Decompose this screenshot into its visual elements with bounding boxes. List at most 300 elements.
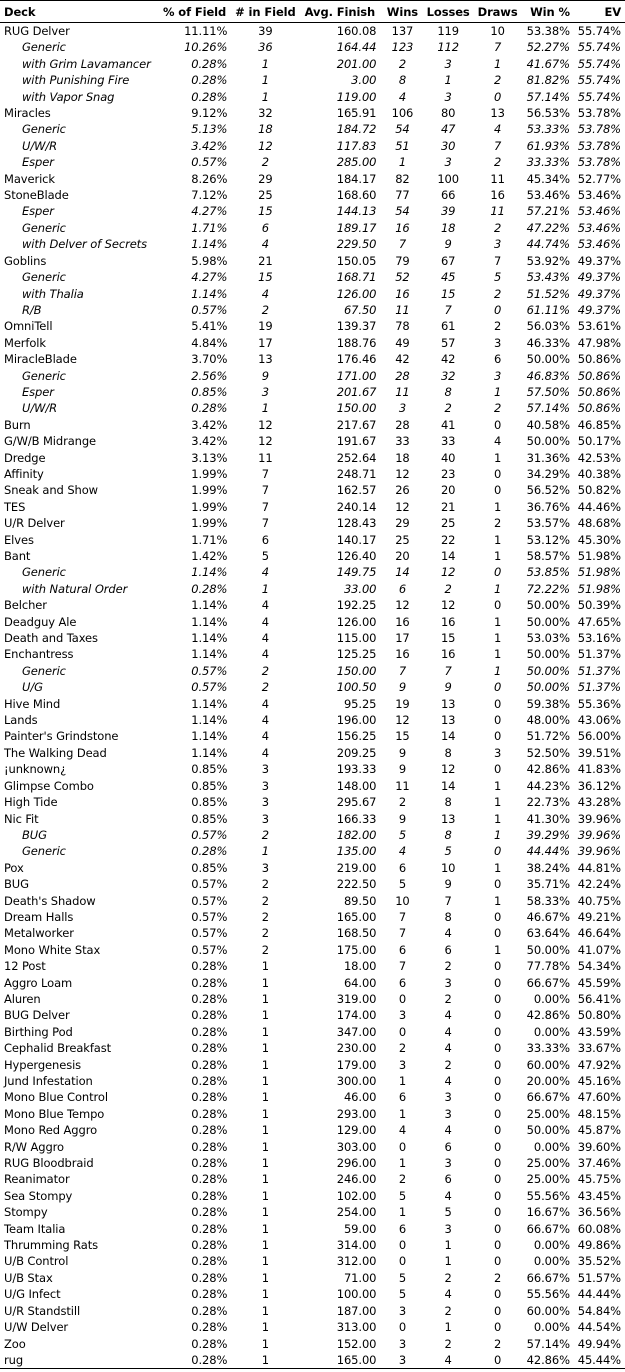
cell-win-pct: 66.67% [526,1270,570,1285]
cell-deck: U/G Infect [4,1287,61,1302]
cell-pct-of-field: 0.85% [191,778,228,793]
cell-win-pct: 22.73% [526,795,570,810]
cell-deck: Cephalid Breakfast [4,1041,112,1056]
table-row [0,860,625,876]
cell-ev: 44.54% [577,1320,621,1335]
cell-losses: 2 [444,1336,452,1351]
cell-wins: 15 [395,729,410,744]
cell-win-pct: 50.00% [526,1123,570,1138]
cell-draws: 0 [493,959,502,974]
cell-losses: 15 [440,286,456,301]
cell-deck: R/B [22,302,42,317]
cell-draws: 0 [493,302,502,317]
cell-losses: 18 [440,220,456,235]
cell-pct-of-field: 1.99% [191,466,228,481]
cell-ev: 43.59% [577,1024,621,1039]
header-draws: Draws [474,1,522,23]
cell-pct-of-field: 0.85% [191,860,228,875]
cell-avg-finish: 184.17 [336,171,377,186]
cell-pct-of-field: 5.98% [191,253,228,268]
cell-ev: 40.75% [577,893,621,908]
cell-deck: BUG Delver [4,1008,70,1023]
cell-deck: Miracles [4,106,51,121]
cell-num-in-field: 2 [261,302,269,317]
cell-num-in-field: 15 [258,270,273,285]
cell-num-in-field: 32 [258,106,273,121]
cell-losses: 8 [444,384,452,399]
cell-ev: 45.30% [577,532,621,547]
cell-win-pct: 48.00% [526,713,570,728]
cell-win-pct: 56.03% [526,319,570,334]
cell-pct-of-field: 0.28% [191,1057,228,1072]
table-row [0,909,625,925]
cell-draws: 1 [493,663,502,678]
cell-win-pct: 61.11% [526,302,570,317]
cell-deck: High Tide [4,795,58,810]
table-row [0,1007,625,1023]
cell-num-in-field: 2 [261,827,269,842]
cell-wins: 20 [395,549,410,563]
cell-avg-finish: 229.50 [336,237,377,252]
cell-win-pct: 50.00% [526,942,570,957]
cell-losses: 6 [444,1172,452,1187]
cell-deck: Generic [22,122,66,137]
cell-num-in-field: 4 [261,745,269,760]
table-row [0,532,625,548]
cell-pct-of-field: 3.13% [191,450,228,465]
cell-wins: 16 [395,286,410,301]
cell-losses: 80 [440,106,456,121]
cell-deck: RUG Delver [4,24,70,38]
cell-win-pct: 0.00% [533,991,570,1006]
cell-pct-of-field: 0.28% [191,1106,228,1121]
cell-num-in-field: 4 [261,286,269,301]
cell-wins: 2 [398,795,407,810]
cell-ev: 50.86% [577,384,621,399]
cell-win-pct: 46.33% [526,335,570,350]
cell-wins: 4 [398,89,407,104]
cell-pct-of-field: 3.42% [191,138,228,153]
cell-wins: 17 [395,631,410,646]
cell-draws: 0 [493,89,502,104]
cell-num-in-field: 7 [261,483,269,498]
cell-losses: 32 [440,368,456,383]
cell-avg-finish: 140.17 [336,532,377,547]
cell-losses: 119 [437,24,459,38]
cell-wins: 8 [398,73,407,88]
cell-wins: 12 [395,598,410,613]
cell-num-in-field: 21 [258,253,273,268]
table-row [0,1040,625,1056]
cell-wins: 1 [398,155,407,170]
table-row [0,975,625,991]
cell-deck: Esper [22,204,54,219]
table-subrow [0,384,625,400]
cell-num-in-field: 1 [261,581,269,596]
cell-win-pct: 77.78% [526,959,570,974]
cell-wins: 106 [391,106,414,121]
cell-wins: 7 [398,237,407,252]
cell-ev: 39.96% [577,827,621,842]
table-row [0,1024,625,1040]
cell-num-in-field: 19 [258,319,273,334]
cell-wins: 2 [398,56,407,71]
header-row [0,1,625,23]
cell-draws: 0 [493,1008,502,1023]
cell-ev: 53.61% [577,319,621,334]
table-row [0,1270,625,1286]
cell-pct-of-field: 0.57% [191,909,228,924]
cell-win-pct: 50.00% [526,614,570,629]
cell-win-pct: 16.67% [526,1205,570,1220]
cell-num-in-field: 1 [261,1287,269,1302]
cell-deck: MiracleBlade [4,352,77,367]
cell-pct-of-field: 0.28% [191,1205,228,1220]
cell-win-pct: 52.27% [526,40,570,55]
cell-deck: Merfolk [4,335,46,350]
cell-pct-of-field: 7.12% [191,188,228,203]
table-subrow [0,679,625,695]
cell-wins: 5 [398,1270,407,1285]
cell-draws: 0 [493,565,502,580]
cell-wins: 42 [395,352,410,367]
cell-num-in-field: 2 [261,893,269,908]
cell-avg-finish: 182.00 [336,827,377,842]
cell-pct-of-field: 11.11% [184,24,228,38]
cell-avg-finish: 168.50 [336,926,377,941]
cell-win-pct: 20.00% [526,1074,570,1088]
cell-pct-of-field: 0.28% [191,844,228,859]
table-row [0,811,625,827]
cell-avg-finish: 64.00 [343,975,377,990]
cell-wins: 6 [398,860,407,875]
cell-num-in-field: 7 [261,499,269,514]
cell-draws: 0 [493,1139,502,1154]
cell-win-pct: 45.34% [526,171,570,186]
cell-deck: Mono White Stax [4,942,101,957]
cell-ev: 50.80% [577,1008,621,1023]
cell-pct-of-field: 1.14% [191,647,228,662]
cell-pct-of-field: 0.57% [191,680,228,695]
cell-num-in-field: 1 [230,1352,300,1369]
table-subrow [0,827,625,843]
cell-num-in-field: 1 [261,1172,269,1187]
cell-ev: 37.46% [577,1156,621,1171]
cell-win-pct: 33.33% [526,155,570,170]
cell-num-in-field: 1 [261,401,269,416]
cell-deck: U/B Stax [4,1270,53,1285]
cell-pct-of-field: 2.56% [191,368,228,383]
cell-ev: 53.46% [577,220,621,235]
cell-deck: Sea Stompy [4,1188,73,1203]
cell-draws: 0 [493,1205,502,1220]
cell-avg-finish: 252.64 [336,450,377,465]
cell-avg-finish: 240.14 [336,499,377,514]
cell-pct-of-field: 1.14% [191,713,228,728]
table-row [0,1139,625,1155]
table-row [0,450,625,466]
cell-wins: 5 [398,827,407,842]
cell-avg-finish: 176.46 [336,352,377,367]
cell-num-in-field: 7 [261,466,269,481]
table-subrow [0,56,625,72]
cell-avg-finish: 100.00 [336,1287,377,1302]
cell-avg-finish: 314.00 [336,1238,377,1253]
table-subrow [0,72,625,88]
cell-deck: Metalworker [4,926,74,941]
cell-win-pct: 42.86% [526,762,570,777]
table-row [0,318,625,334]
cell-draws: 0 [493,466,502,481]
table-row [0,548,625,564]
cell-losses: 61 [440,319,456,334]
cell-deck: with Delver of Secrets [22,237,147,252]
cell-avg-finish: 293.00 [336,1106,377,1121]
table-subrow [0,368,625,384]
cell-deck: Jund Infestation [4,1074,93,1088]
table-row [0,925,625,941]
cell-losses: 9 [444,237,452,252]
table-row [0,515,625,531]
cell-draws: 1 [493,647,502,662]
cell-draws: 1 [493,942,502,957]
cell-win-pct: 53.38% [526,24,570,38]
table-row [0,794,625,810]
cell-losses: 12 [440,762,456,777]
cell-pct-of-field: 1.14% [191,631,228,646]
cell-draws: 2 [493,516,502,531]
cell-pct-of-field: 1.99% [191,516,228,531]
cell-win-pct: 0.00% [533,1024,570,1039]
cell-losses: 40 [440,450,456,465]
cell-wins: 29 [395,516,410,531]
cell-avg-finish: 192.25 [336,598,377,613]
cell-losses: 2 [444,959,452,974]
cell-win-pct: 53.57% [526,516,570,531]
cell-draws: 2 [493,1336,502,1351]
cell-wins: 16 [395,220,410,235]
cell-win-pct: 44.23% [526,778,570,793]
cell-num-in-field: 1 [261,1336,269,1351]
cell-avg-finish: 179.00 [336,1057,377,1072]
cell-avg-finish: 71.00 [343,1270,377,1285]
table-row [0,499,625,515]
cell-win-pct: 53.92% [526,253,570,268]
cell-pct-of-field: 0.28% [191,1041,228,1056]
cell-pct-of-field: 1.99% [191,499,228,514]
cell-deck: RUG Bloodbraid [4,1156,94,1171]
cell-losses: 6 [444,942,452,957]
cell-draws: 2 [493,319,502,334]
cell-losses: 7 [444,302,452,317]
cell-win-pct: 57.21% [526,204,570,219]
cell-wins: 4 [398,844,407,859]
cell-num-in-field: 12 [258,417,273,432]
cell-losses: 100 [437,171,459,186]
table-row [0,1073,625,1089]
cell-draws: 0 [493,1238,502,1253]
cell-num-in-field: 4 [261,713,269,728]
cell-deck: Team Italia [4,1221,66,1236]
cell-num-in-field: 1 [261,1188,269,1203]
cell-deck: Burn [4,417,31,432]
cell-ev: 49.86% [577,1238,621,1253]
cell-pct-of-field: 0.28% [191,73,228,88]
cell-wins: 3 [398,1303,407,1318]
cell-losses: 4 [444,926,452,941]
cell-wins: 28 [395,368,410,383]
cell-ev: 55.74% [577,24,621,38]
cell-ev: 56.41% [577,991,621,1006]
cell-avg-finish: 219.00 [336,860,377,875]
cell-pct-of-field: 0.28% [191,1188,228,1203]
table-subrow [0,39,625,55]
cell-losses: 4 [444,1041,452,1056]
cell-pct-of-field: 0.28% [191,581,228,596]
cell-losses: 7 [444,663,452,678]
cell-losses: 4 [444,1024,452,1039]
cell-win-pct: 66.67% [526,1221,570,1236]
table-row [0,1122,625,1138]
cell-draws: 1 [493,56,502,71]
cell-wins: 123 [391,40,414,55]
table-row [0,1221,625,1237]
cell-wins: 6 [398,581,407,596]
cell-pct-of-field: 5.13% [191,122,228,137]
header-win-pct: Win % [521,1,573,23]
cell-pct-of-field: 0.28% [191,959,228,974]
header-wins: Wins [382,1,422,23]
cell-pct-of-field: 0.28% [191,1074,228,1088]
cell-wins: 1 [398,1106,407,1121]
cell-draws: 3 [493,237,502,252]
cell-avg-finish: 296.00 [336,1156,377,1171]
cell-draws: 0 [493,1024,502,1039]
cell-deck: Esper [22,384,54,399]
table-row [0,1237,625,1253]
table-subrow [0,564,625,580]
table-subrow [0,400,625,416]
cell-num-in-field: 12 [258,434,273,449]
cell-deck: Mono Blue Control [4,1090,108,1105]
cell-losses: 14 [440,778,456,793]
cell-draws: 1 [493,614,502,629]
cell-losses: 10 [440,860,456,875]
cell-win-pct: 56.52% [526,483,570,498]
table-row [0,1155,625,1171]
cell-avg-finish: 222.50 [336,877,377,892]
cell-avg-finish: 165.91 [336,106,377,121]
cell-draws: 2 [493,73,502,88]
cell-win-pct: 0.00% [533,1139,570,1154]
cell-ev: 39.96% [577,844,621,859]
cell-wins: 28 [395,417,410,432]
cell-ev: 45.44% [573,1352,625,1369]
cell-pct-of-field: 4.84% [191,335,228,350]
cell-ev: 53.78% [577,138,621,153]
table-row [0,253,625,269]
cell-deck: Birthing Pod [4,1024,73,1039]
cell-pct-of-field: 0.57% [191,877,228,892]
cell-win-pct: 53.43% [526,270,570,285]
cell-ev: 46.64% [577,926,621,941]
cell-avg-finish: 209.25 [336,745,377,760]
cell-pct-of-field: 0.28% [191,1139,228,1154]
cell-draws: 0 [493,598,502,613]
cell-avg-finish: 295.67 [336,795,377,810]
cell-draws: 0 [493,909,502,924]
cell-win-pct: 50.00% [526,663,570,678]
cell-wins: 11 [395,302,410,317]
cell-draws: 0 [493,1156,502,1171]
cell-draws: 2 [493,401,502,416]
table-row [0,1089,625,1105]
cell-num-in-field: 1 [261,1041,269,1056]
cell-pct-of-field: 4.27% [191,204,228,219]
cell-draws: 3 [493,335,502,350]
table-row [0,1106,625,1122]
cell-num-in-field: 4 [261,614,269,629]
cell-draws: 0 [493,1057,502,1072]
cell-deck: R/W Aggro [4,1139,64,1154]
cell-wins: 2 [398,1041,407,1056]
cell-wins: 6 [398,975,407,990]
cell-pct-of-field: 1.42% [191,549,228,563]
cell-losses: 112 [437,40,459,55]
cell-losses: 2 [444,1270,452,1285]
cell-deck: OmniTell [4,319,53,334]
cell-deck: Nic Fit [4,811,39,826]
cell-ev: 55.36% [577,696,621,711]
table-row [0,876,625,892]
cell-win-pct: 56.53% [526,106,570,121]
cell-losses: 3 [444,155,452,170]
cell-num-in-field: 1 [261,1303,269,1318]
cell-avg-finish: 193.33 [336,762,377,777]
cell-num-in-field: 1 [261,1008,269,1023]
cell-num-in-field: 3 [261,811,269,826]
cell-deck: Glimpse Combo [4,778,94,793]
cell-num-in-field: 4 [261,565,269,580]
cell-num-in-field: 2 [261,909,269,924]
cell-draws: 1 [493,811,502,826]
cell-wins: 49 [395,335,410,350]
cell-win-pct: 57.14% [526,401,570,416]
cell-num-in-field: 6 [261,532,269,547]
cell-win-pct: 57.14% [526,89,570,104]
cell-deck: Generic [22,40,66,55]
cell-avg-finish: 89.50 [343,893,377,908]
table-row [0,466,625,482]
cell-ev: 35.52% [577,1254,621,1269]
cell-win-pct: 58.33% [526,893,570,908]
cell-deck: Death and Taxes [4,631,98,646]
table-row [0,1286,625,1302]
cell-wins: 77 [395,188,410,203]
cell-win-pct: 35.71% [526,877,570,892]
cell-num-in-field: 2 [261,877,269,892]
cell-avg-finish: 303.00 [336,1139,377,1154]
cell-pct-of-field: 1.14% [191,614,228,629]
table-row [0,1336,625,1352]
cell-num-in-field: 2 [261,155,269,170]
cell-win-pct: 34.29% [526,466,570,481]
cell-losses: 9 [444,680,452,695]
cell-wins: 7 [398,926,407,941]
cell-pct-of-field: 0.28% [191,401,228,416]
cell-draws: 0 [493,877,502,892]
cell-pct-of-field: 4.27% [191,270,228,285]
